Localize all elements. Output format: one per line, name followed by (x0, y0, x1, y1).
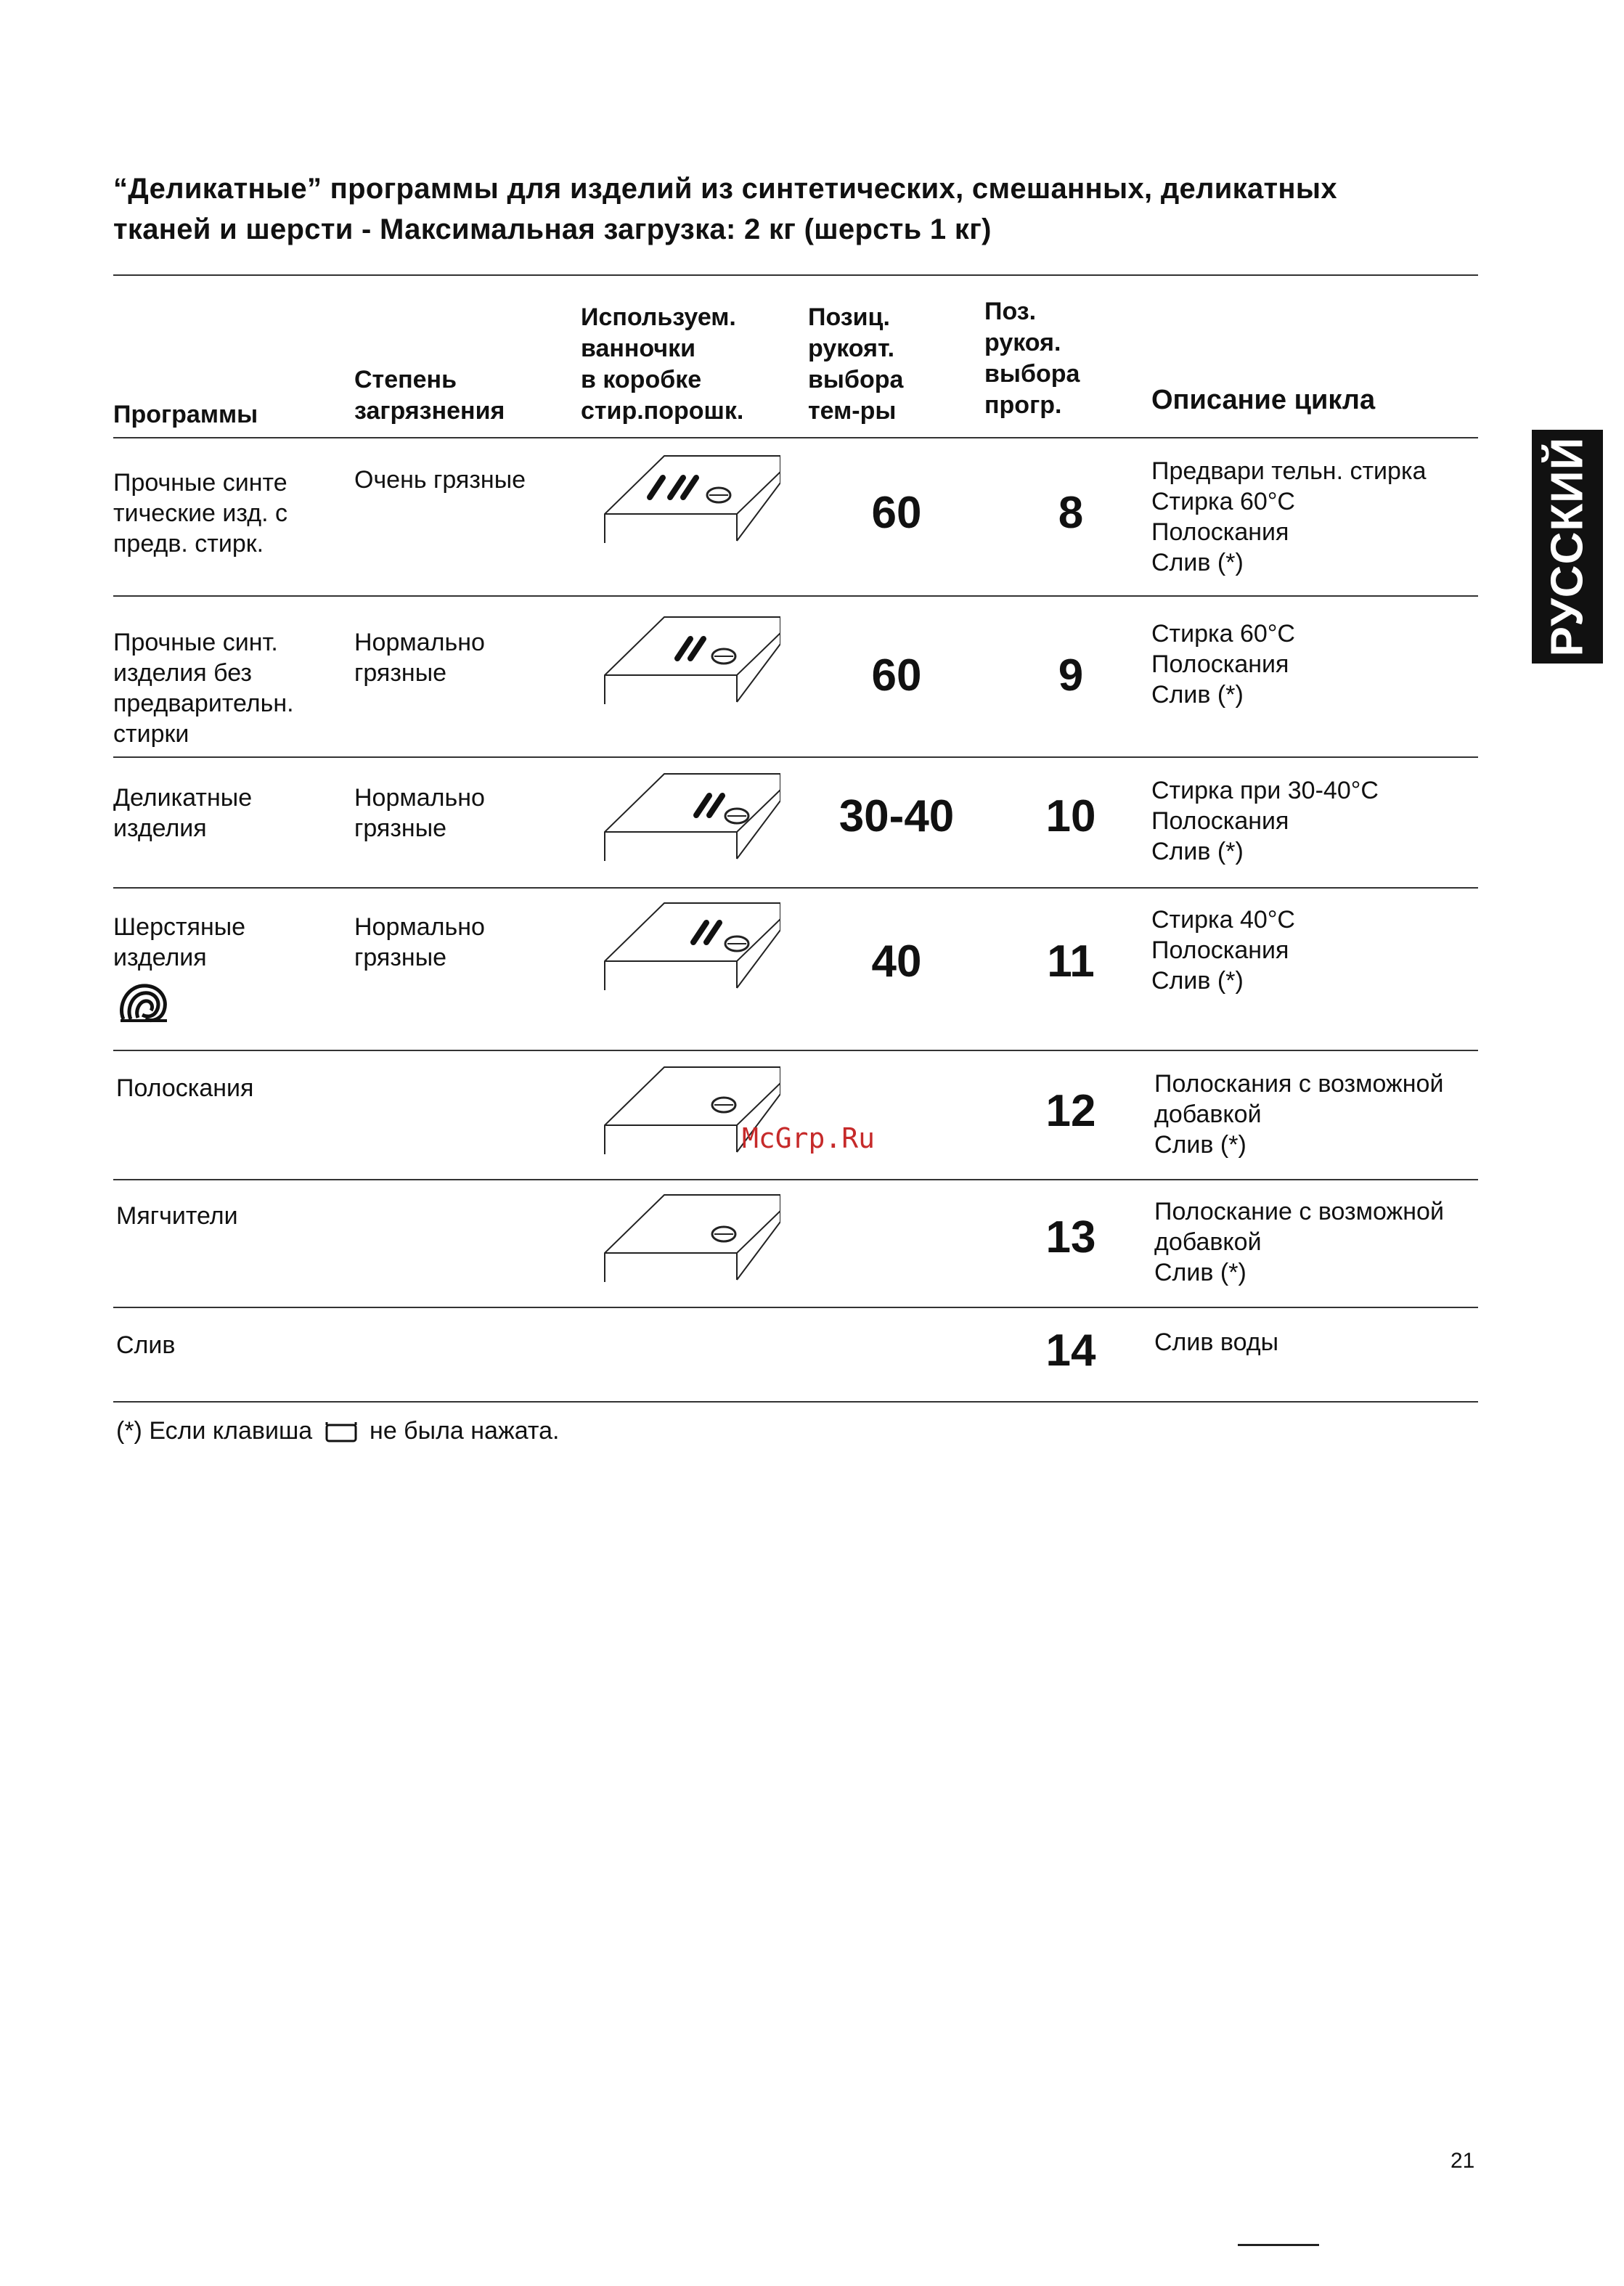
row-4-temperature-position: 40 (871, 936, 922, 987)
language-tab-label: РУССКИЙ (1542, 436, 1593, 657)
header-soil-level: Степень загрязнения (354, 366, 505, 425)
detergent-tray-two-compartments-icon (599, 768, 780, 862)
row-7-description: Слив воды (1154, 1328, 1279, 1356)
bottom-dash (1238, 2244, 1319, 2246)
row-1-program: Прочные синте тические изд. с предв. стирк. (113, 469, 287, 558)
key-button-icon (325, 1421, 357, 1444)
footnote-text-start: (*) Если клавиша (116, 1417, 313, 1445)
row-4-program: Шерстяные изделия (113, 913, 246, 971)
row-1-soil-level: Очень грязные (354, 466, 526, 494)
row-divider (113, 756, 1478, 758)
row-divider (113, 1179, 1478, 1180)
header-temperature-position: Позиц. рукоят. выбора тем-ры (808, 303, 904, 425)
row-3-program: Деликатные изделия (113, 784, 253, 842)
detergent-tray-two-compartments-icon (599, 897, 780, 992)
table-bottom-rule (113, 1401, 1478, 1403)
row-divider (113, 887, 1478, 889)
row-4-program-position: 11 (1047, 936, 1095, 987)
page-number: 21 (1450, 2149, 1475, 2173)
page-title-line-2: тканей и шерсти - Максимальная загрузка: 2 кг (шерсть 1 кг) (113, 213, 992, 245)
row-4-soil-level: Нормально грязные (354, 913, 485, 971)
row-5-program: Полоскания (116, 1074, 254, 1102)
wool-mark-icon (116, 980, 171, 1025)
row-2-program-position: 9 (1058, 650, 1084, 701)
row-1-temperature-position: 60 (871, 488, 922, 538)
table-top-rule (113, 274, 1478, 276)
row-6-program: Мягчители (116, 1202, 238, 1230)
language-tab (1532, 430, 1603, 664)
row-2-description: Стирка 60°C Полоскания Слив (*) (1151, 620, 1295, 709)
row-2-temperature-position: 60 (871, 650, 922, 701)
header-program-position: Поз. рукоя. выбора прогр. (984, 298, 1080, 419)
watermark: McGrp.Ru (742, 1122, 876, 1154)
row-5-description: Полоскания с возможной добавкой Слив (*) (1154, 1070, 1444, 1159)
header-rule (113, 437, 1478, 438)
header-tray-used: Используем. ванночки в коробке стир.порошк. (581, 303, 744, 425)
row-divider (113, 1050, 1478, 1051)
header-programs: Программы (113, 401, 258, 428)
row-6-program-position: 13 (1045, 1212, 1096, 1262)
header-cycle-description: Описание цикла (1151, 385, 1376, 415)
row-1-program-position: 8 (1058, 488, 1084, 538)
page-title-line-1: “Деликатные” программы для изделий из синтетических, смешанных, деликатных (113, 173, 1337, 205)
row-3-temperature-position: 30-40 (838, 791, 955, 841)
row-3-soil-level: Нормально грязные (354, 784, 485, 842)
footnote (116, 1416, 559, 1446)
row-7-program: Слив (116, 1331, 176, 1359)
row-6-description: Полоскание с возможной добавкой Слив (*) (1154, 1198, 1444, 1286)
row-3-program-position: 10 (1045, 791, 1096, 841)
footnote-text-end: не была нажата. (370, 1417, 560, 1445)
row-divider (113, 595, 1478, 597)
row-2-soil-level: Нормально грязные (354, 629, 485, 687)
row-2-program: Прочные синт. изделия без предварительн. стирки (113, 629, 294, 748)
row-divider (113, 1307, 1478, 1308)
row-3-description: Стирка при 30-40°C Полоскания Слив (*) (1151, 777, 1379, 865)
row-1-description: Предвари тельн. стирка Стирка 60°C Полоскания Слив (*) (1151, 457, 1427, 576)
page-title (113, 168, 1478, 250)
row-7-program-position: 14 (1045, 1326, 1096, 1376)
row-5-program-position: 12 (1045, 1086, 1096, 1136)
row-4-description: Стирка 40°C Полоскания Слив (*) (1151, 906, 1295, 995)
detergent-tray-softener-compartment-icon (599, 1189, 780, 1283)
detergent-tray-two-compartments-icon (599, 611, 780, 706)
detergent-tray-three-compartments-icon (599, 450, 780, 544)
